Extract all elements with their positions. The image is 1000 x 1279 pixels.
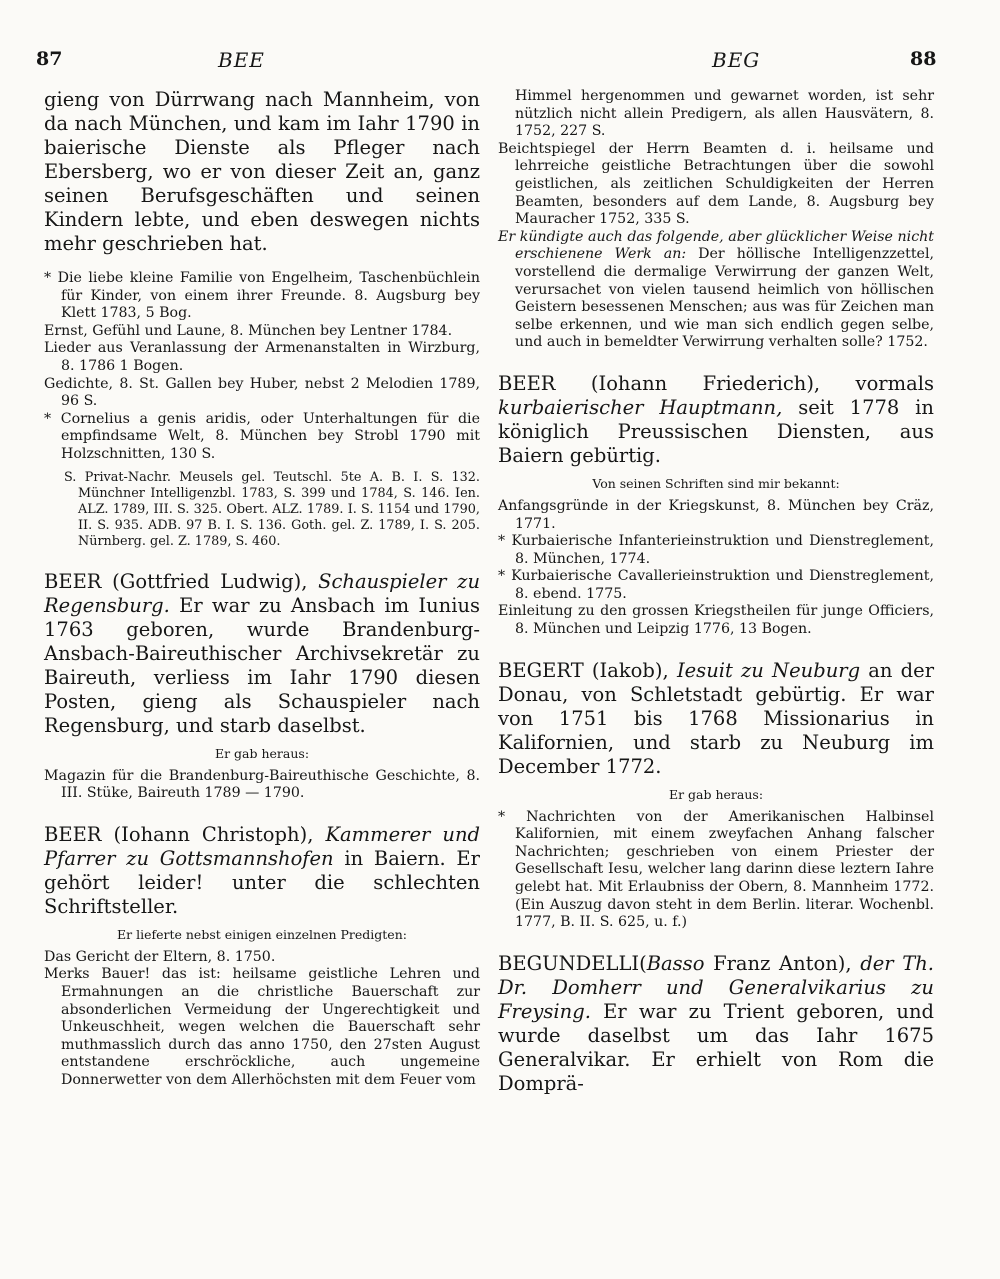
works-intro: Er gab heraus: (214, 745, 310, 761)
entry-begert (498, 659, 934, 932)
right-column (498, 88, 934, 1096)
intro-paragraph: gieng von Dürrwang nach Mannheim, von da nach München, und kam im Iahr 1790 in baierische Dienste als Pfleger nach Ebersberg, wo er von dieser Zeit an, ganz seinen Berufsgeschäften und seinen Kindern lebte, und eben deswegen nichts mehr geschrieben hat. (44, 88, 480, 255)
entry-name: BEER (Iohann Christoph), (44, 822, 314, 846)
entry-gottfried (44, 570, 480, 803)
announced-text: Der höllische Intelligenzzettel, vorstellend die dermalige Verwirrung der ganzen Welt, verursachet von vielen tausend heimlich von höllischen Geistern besessenen Menschen; aus was für Zeichen man selbe erkennen, und wie man sich endlich gegen selbe, und auch in bemeldter Verwirrung verhalten solle? 1752. (515, 246, 935, 351)
right-running-head: BEG (712, 48, 761, 72)
work-item: * Kurbaierische Infanterieinstruktion und Dienstreglement, 8. München, 1774. (498, 533, 934, 567)
work-item: * Kurbaierische Cavallerieinstruktion und Dienstreglement, 8. ebend. 1775. (498, 568, 934, 602)
work-item: Merks Bauer! das ist: heilsame geistliche Lehren und Ermahnungen an die christliche Bauerschaft zur absonderlichen Vermeidung der Ungerechtigkeit und Unkeuschheit, wegen welchen die Bauerschaft sehr muthmasslich durch das anno 1750, den 27sten August entstandene erschröckliche, auch ungemeine Donnerwetter von dem Allerhöchsten mit dem Feuer vom (44, 966, 480, 1088)
work-item: * Die liebe kleine Familie von Engelheim, Taschenbüchlein für Kinder, von einem ihrer Freunde. 8. Augsburg bey Klett 1783, 5 Bog. (44, 270, 480, 322)
entry-bio: Er war zu Ansbach im Iunius 1763 geboren, wurde Brandenburg-Ansbach-Baireuthischer Archivsekretär zu Baireuth, verliess im Iahr 1790 diesen Posten, gieng als Schauspieler nach Regensburg, und starb daselbst. (44, 593, 481, 737)
work-item: * Nachrichten von der Amerikanischen Halbinsel Kalifornien, mit einem zweyfachen Anhang falscher Nachrichten; geschrieben von einem Priester der Gesellschaft Iesu, welcher lang darinn diese leztern Iahre gelebt hat. Mit Erlaubniss der Obern, 8. Mannheim 1772. (Ein Auszug davon steht in dem Berlin. literar. Wochenbl. 1777, B. II. S. 625, u. f.) (498, 808, 934, 931)
entry-role: der Th. Dr. Domherr und Generalvikarius zu Freysing. (498, 951, 934, 1023)
entry-johann-christoph (44, 823, 480, 1090)
entry-name: BEER (Iohann Friederich), (498, 371, 821, 395)
works-intro: Er lieferte nebst einigen einzelnen Predigten: (117, 926, 407, 942)
entry-begundelli: BEGUNDELLI(Basso Franz Anton), der Th. Dr. Domherr und Generalvikarius zu Freysing. Er war zu Trient geboren, und wurde daselbst um das Iahr 1675 Generalvikar. Er erhielt von Rom die Domprä- (498, 951, 934, 1095)
work-item: Das Gericht der Eltern, 8. 1750. (44, 948, 276, 965)
entry-bio: seit 1778 in königlich Preussischen Diensten, aus Baiern gebürtig. (498, 395, 934, 467)
work-item: Beichtspiegel der Herrn Beamten d. i. heilsame und lehrreiche geistliche Betrachtungen über die sowohl geistlichen, als zeitlichen Schuldigkeiten der Herren Beamten, besonders auf dem Lande, 8. Augsburg bey Mauracher 1752, 335 S. (498, 140, 934, 228)
entry-first-name: Basso (646, 951, 705, 975)
left-column (44, 88, 480, 1089)
entry-name: BEGERT (Iakob), (498, 658, 669, 682)
left-page-number: 87 (36, 48, 63, 70)
announced-intro: Er kündigte auch das folgende, aber glücklicher Weise nicht erschienene Werk an: (498, 228, 934, 263)
work-item: Lieder aus Veranlassung der Armenanstalten in Wirzburg, 8. 1786 1 Bogen. (44, 340, 480, 374)
sources-note: S. Privat-Nachr. Meusels gel. Teutschl. 5te A. B. I. S. 132. Münchner Intelligenzbl. 1783, S. 399 und 1784, S. 146. Ien. ALZ. 1789, III. S. 325. Obert. ALZ. 1789. I. S. 1154 und 1790, II. S. 935. ADB. 97 B. I. S. 136. Goth. gel. Z. 1789, I. S. 205. Nürnberg. gel. Z. 1789, S. 460. (64, 469, 480, 549)
works-intro: Von seinen Schriften sind mir bekannt: (592, 475, 840, 491)
entry-name: BEER (Gottfried Ludwig), (44, 569, 308, 593)
beer-works-list (44, 270, 480, 464)
work-item: Anfangsgründe in der Kriegskunst, 8. München bey Cräz, 1771. (498, 497, 934, 532)
left-running-head: BEE (218, 48, 265, 72)
work-item: Einleitung zu den grossen Kriegstheilen für junge Officiers, 8. München und Leipzig 1776, 13 Bogen. (498, 603, 934, 638)
work-item: Magazin für die Brandenburg-Baireuthische Geschichte, 8. III. Stüke, Baireuth 1789 — 1790. (44, 767, 480, 802)
entry-name: BEGUNDELLI (498, 951, 640, 975)
work-item: Ernst, Gefühl und Laune, 8. München bey Lentner 1784. (44, 322, 453, 339)
entry-johann-friederich (498, 372, 934, 639)
entry-role: Schauspieler zu Regensburg. (44, 569, 481, 617)
continuation-text: Himmel hergenommen und gewarnet worden, ist sehr nützlich nicht allein Predigern, als allen Hausvätern, 8. 1752, 227 S. (515, 88, 934, 140)
entry-role: Iesuit zu Neuburg (676, 658, 861, 682)
work-item: Gedichte, 8. St. Gallen bey Huber, nebst 2 Melodien 1789, 96 S. (44, 375, 480, 410)
entry-role: Kammerer und Pfarrer zu Gottsmannshofen (44, 822, 480, 870)
entry-bio: in Baiern. Er gehört leider! unter die schlechten Schriftsteller. (44, 846, 480, 918)
right-page-number: 88 (910, 48, 937, 70)
work-item: * Cornelius a genis aridis, oder Unterhaltungen für die empfindsame Welt, 8. München bey Strobl 1790 mit Holzschnitten, 130 S. (44, 410, 480, 462)
entry-pre-role: vormals (855, 371, 934, 395)
entry-rest-name: Franz Anton), (713, 951, 852, 975)
works-intro: Er gab heraus: (668, 786, 764, 802)
entry-role: kurbaierischer Hauptmann, (498, 395, 783, 419)
entry-bio: an der Donau, von Schletstadt gebürtig. Er war von 1751 bis 1768 Missionarius in Kalifornien, und starb zu Neuburg im December 1772. (498, 658, 935, 778)
entry-bio: Er war zu Trient geboren, und wurde daselbst um das Iahr 1675 Generalvikar. Er erhielt von Rom die Domprä- (498, 999, 934, 1095)
